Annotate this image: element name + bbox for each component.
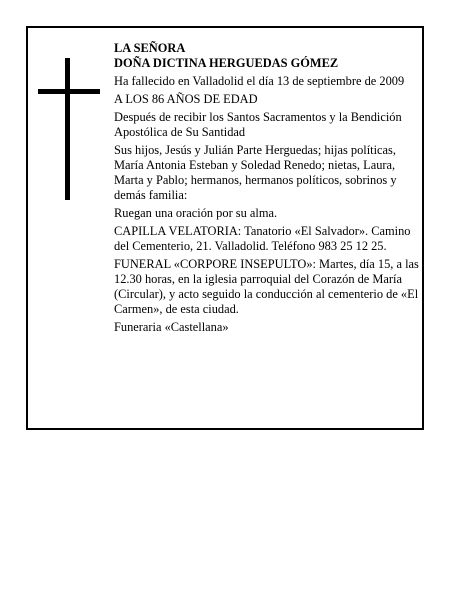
cross-horizontal-bar <box>38 89 100 94</box>
notice-text <box>114 41 420 338</box>
prayer-request: Ruegan una oración por su alma. <box>114 206 278 220</box>
chapel-info: CAPILLA VELATORIA: Tanatorio «El Salvador». Camino del Cementerio, 21. Valladolid. Teléfono 983 25 12 25. <box>114 224 411 253</box>
age-statement: A LOS 86 AÑOS DE EDAD <box>114 92 258 106</box>
funeral-home: Funeraria «Castellana» <box>114 320 229 334</box>
deceased-name: DOÑA DICTINA HERGUEDAS GÓMEZ <box>114 56 339 70</box>
family-statement: Sus hijos, Jesús y Julián Parte Herguedas; hijas políticas, María Antonia Esteban y Soledad Renedo; nietas, Laura, Marta y Pablo; hermanos, hermanos políticos, sobrinos y demás familia: <box>114 143 397 202</box>
obituary-notice <box>26 26 424 430</box>
death-statement: Ha fallecido en Valladolid el día 13 de septiembre de 2009 <box>114 74 405 88</box>
funeral-info: FUNERAL «CORPORE INSEPULTO»: Martes, día 15, a las 12.30 horas, en la iglesia parroquial del Corazón de María (Circular), y acto seguido la conducción al cementerio de «El Carmen», de esta ciudad. <box>114 257 419 316</box>
cross-vertical-bar <box>65 58 70 200</box>
notice-title: LA SEÑORA <box>114 41 186 55</box>
sacraments-statement: Después de recibir los Santos Sacramentos y la Bendición Apostólica de Su Santidad <box>114 110 402 139</box>
cross-icon <box>38 58 100 200</box>
